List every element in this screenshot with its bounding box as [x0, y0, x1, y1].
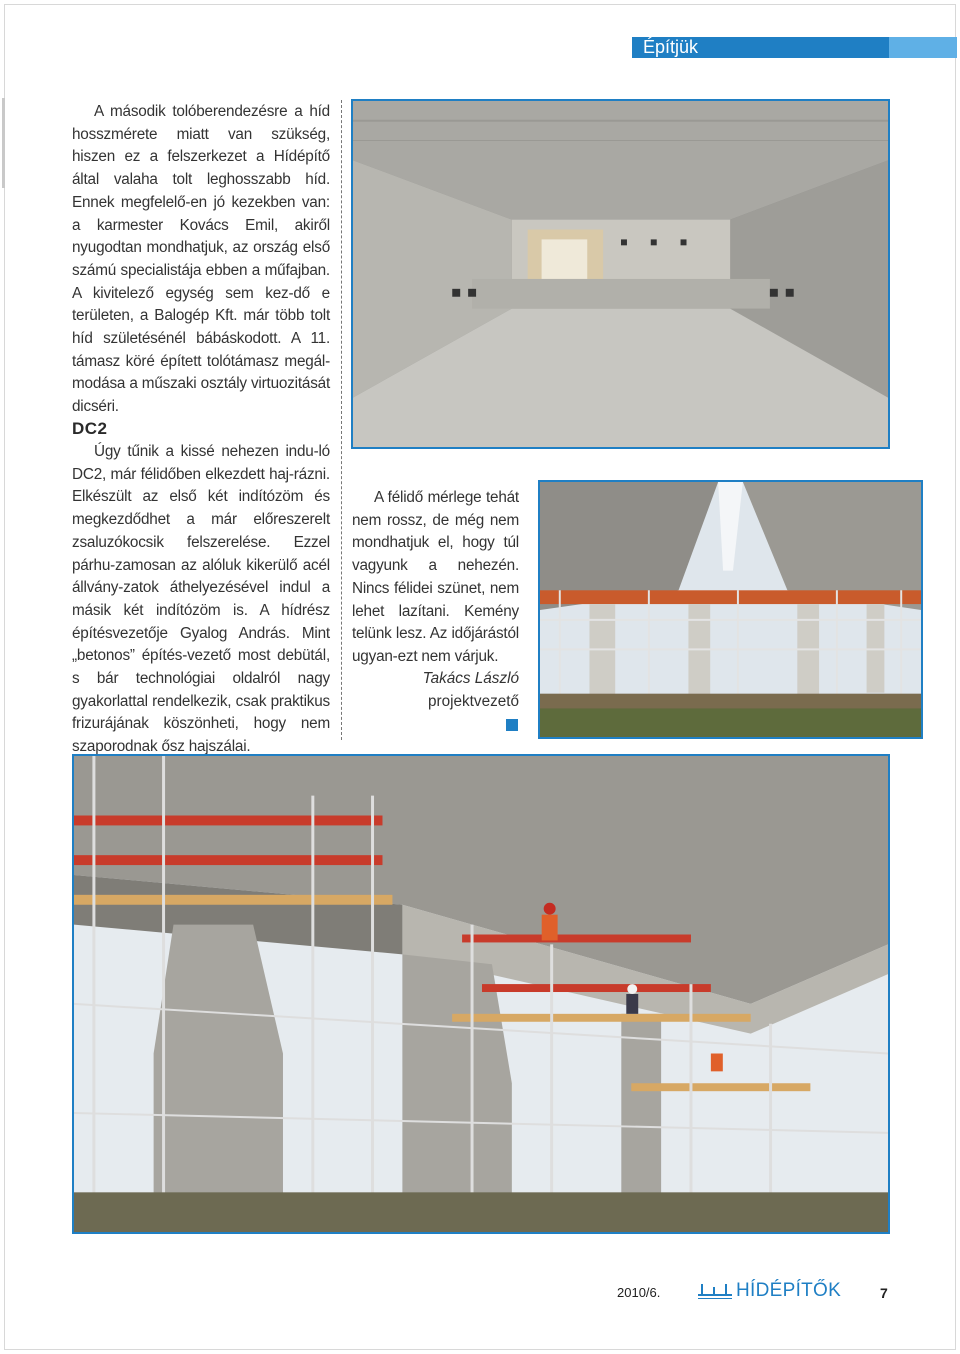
article-paragraph-3 — [352, 487, 519, 669]
girder-interior-image — [353, 101, 888, 447]
author-role: projektvezető — [428, 693, 519, 710]
footer-brand: HÍDÉPÍTŐK — [736, 1280, 842, 1301]
twin-girders-image — [540, 482, 921, 737]
photo-scaffolding — [72, 754, 890, 1234]
column-divider — [341, 100, 342, 740]
section-header-band-accent — [889, 37, 957, 58]
author-name: Takács László — [422, 670, 519, 687]
section-title: Építjük — [643, 37, 699, 57]
paragraph-3-text: A félidő mérlege tehát nem rossz, de még nem mondhatjuk el, hogy túl vagyunk a nehezén. Nincs félidei szünet, nem lehet lazítani. Kemény telünk lesz. Az időjárástól ugyan-ezt nem várjuk. — [352, 489, 519, 665]
dc2-heading: DC2 — [72, 419, 108, 438]
photo-girder-interior — [351, 99, 890, 449]
article-paragraph-2 — [72, 441, 330, 759]
square-end-mark-icon — [506, 719, 518, 731]
footer-issue: 2010/6. — [617, 1285, 661, 1300]
scaffolding-image — [74, 756, 888, 1232]
article-paragraph-1 — [72, 101, 330, 419]
photo-twin-girders — [538, 480, 923, 739]
page-number: 7 — [880, 1285, 888, 1301]
paragraph-1-text: A második tolóberendezésre a híd hosszmérete miatt van szükség, hiszen ez a felszerkezet a Hídépítő által valaha tolt leghosszabb híd. Ennek megfelelő-en jó kezekben van: a karmester Kovács Emil, akiről nyugodtan mondhatjuk, az ország első számú specialistája ebben a műfajban. A kivitelező egység sem kez-dő e területen, a Balogép Kft. már több tolt híd születésénél bábáskodott. A 11. támasz köré épített tolótámasz megál-modása a műszaki osztály virtuozitását dicséri. — [72, 103, 330, 416]
page-edge-mark — [2, 98, 5, 188]
bridge-logo-icon — [697, 1281, 733, 1301]
paragraph-2-text: Úgy tűnik a kissé nehezen indu-ló DC2, már félidőben elkezdett haj-rázni. Elkészült az első két indítózöm és megkezdődhet a már előreszerelt zsaluzókocsik felszerelése. Ezzel párhu-zamosan az alóluk kikerülő acél állvány-zatok áthelyezésével indul a másik két indítózöm is. A hídrész építésvezetője Gyalog András. Mint „betonos” építés-vezető most debütál, s bár technológiai oldalról nagy gyakorlattal rendelkezik, csak praktikus frizurájának köszönheti, hogy nem szaporodnak ősz hajszálai. — [72, 443, 330, 756]
